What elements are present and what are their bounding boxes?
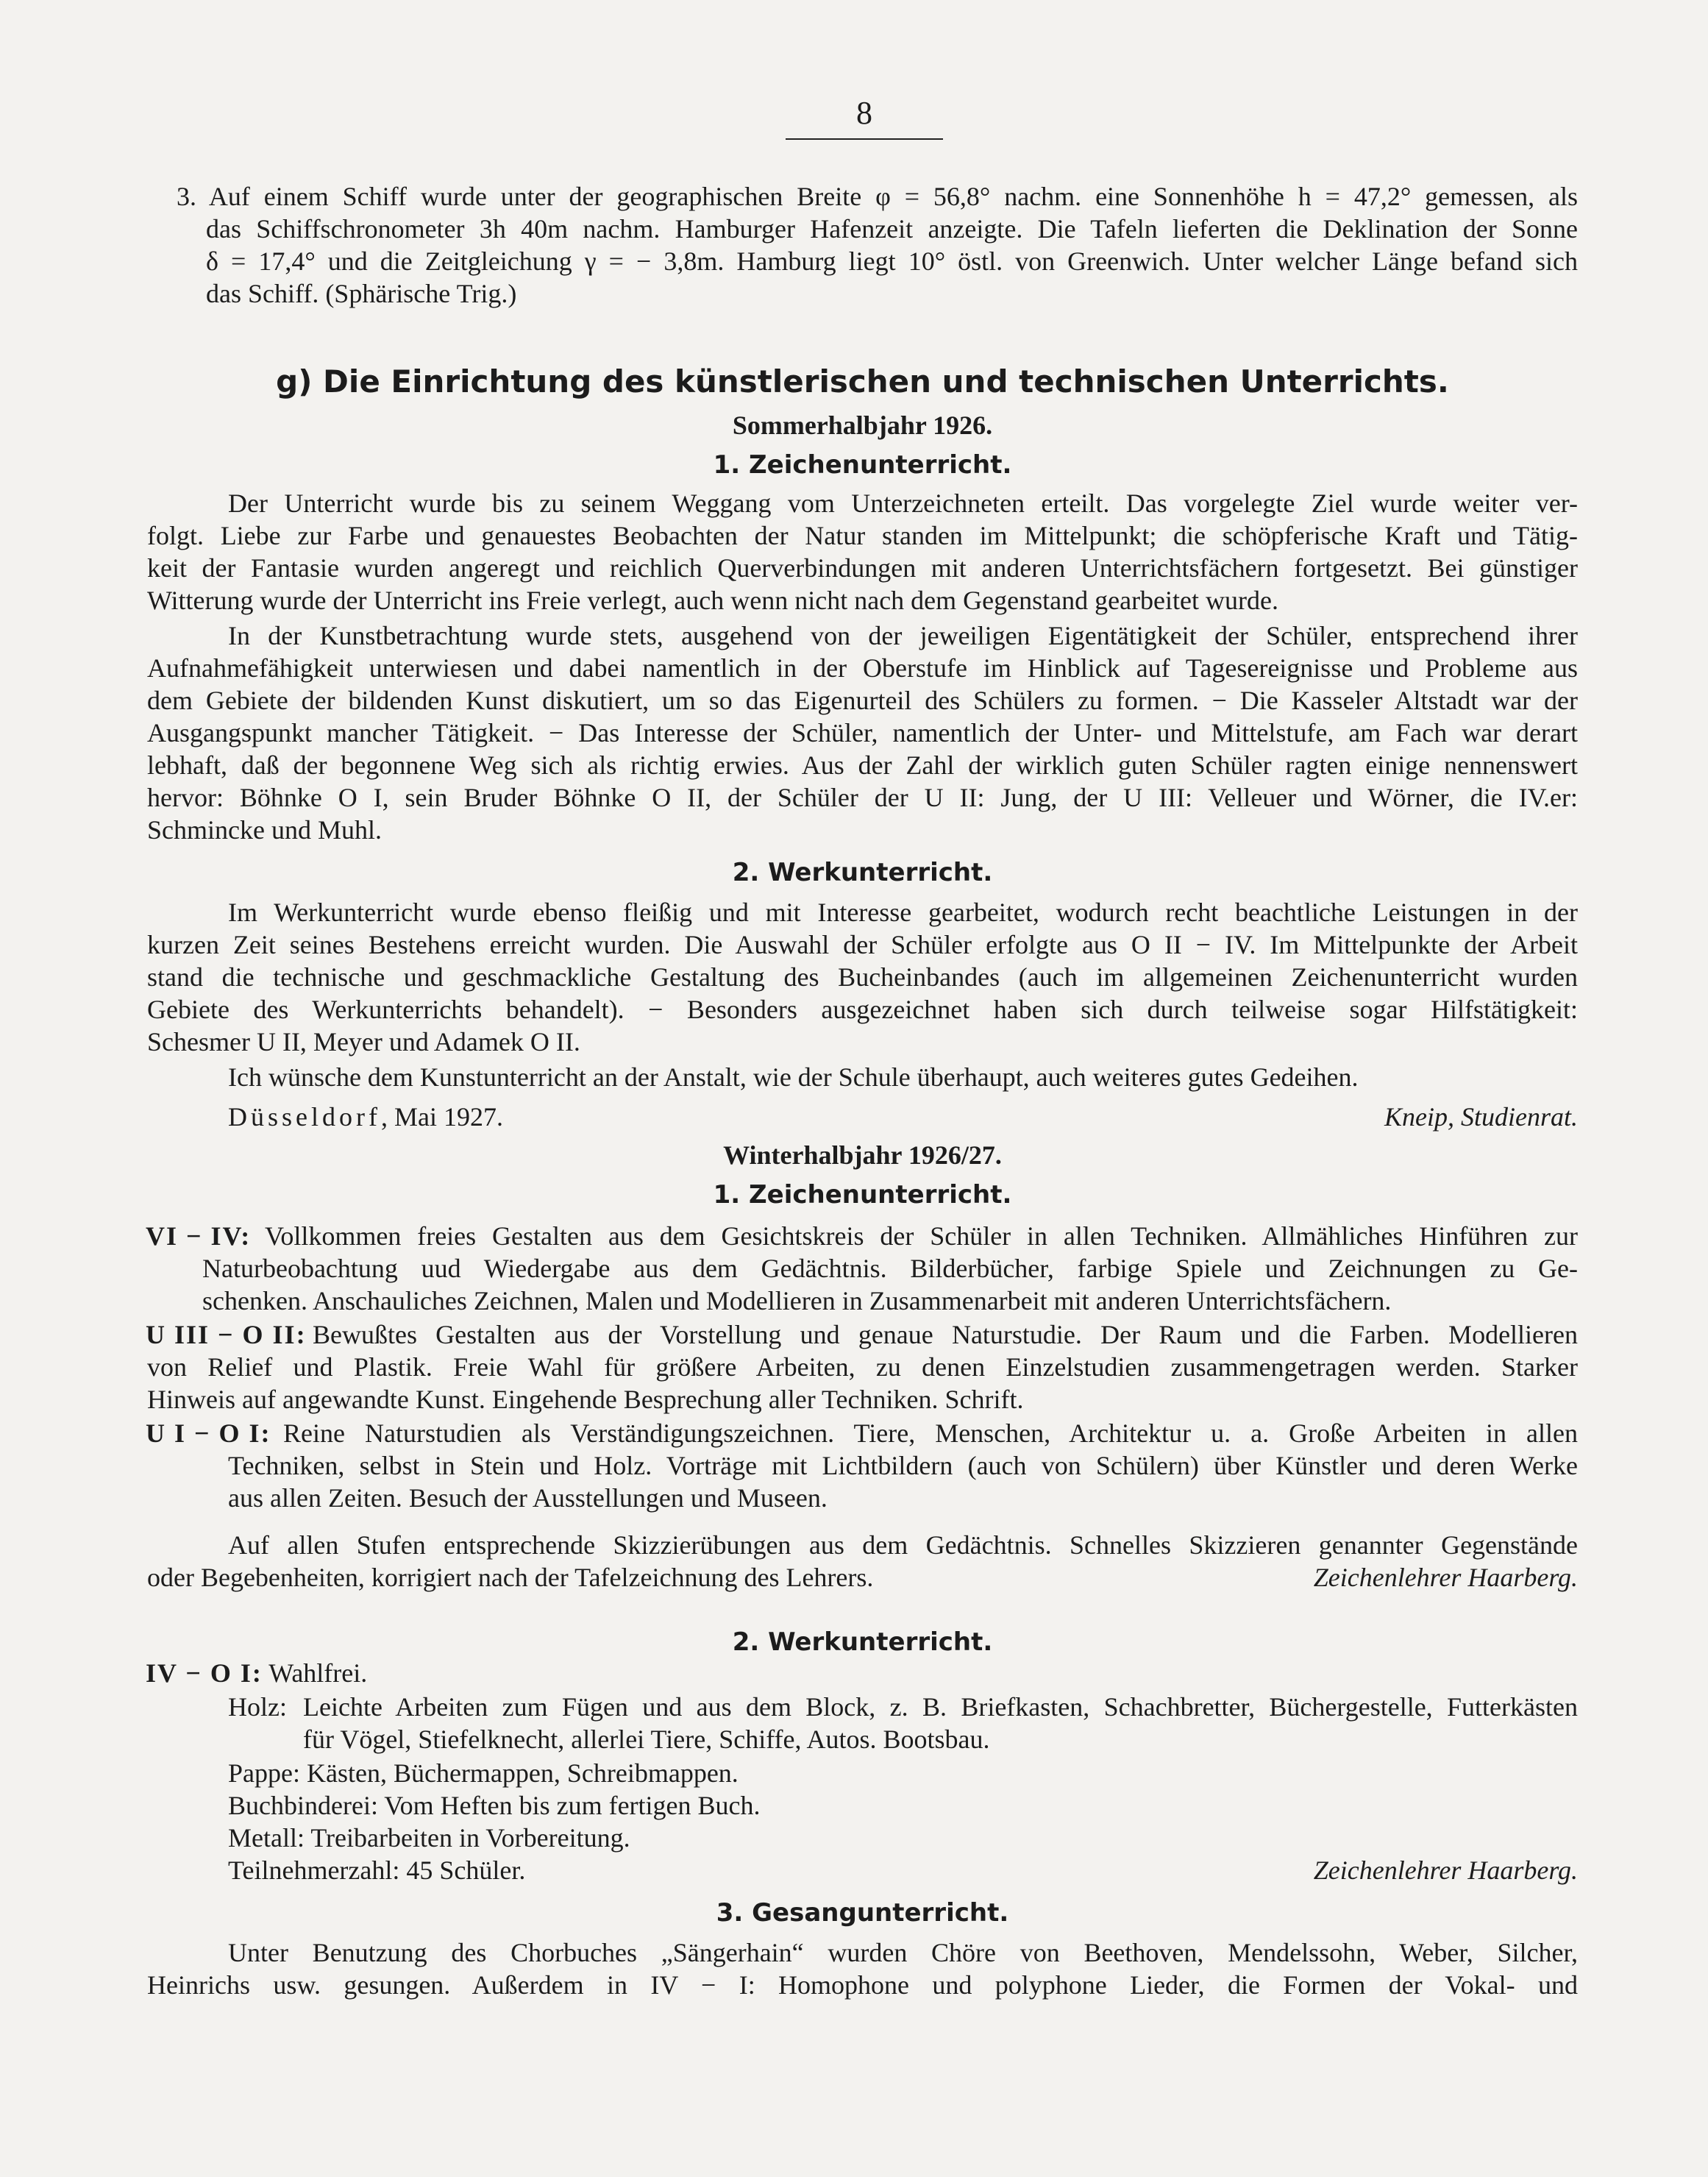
- all-levels-line: Auf allen Stufen entsprechende Skizzierübungen aus dem Gedächtnis. Schnelles Skizzieren genannter Gegenstände: [228, 1530, 1578, 1560]
- holz-line: Leichte Arbeiten zum Fügen und aus dem Block, z. B. Briefkasten, Schachbretter, Büchergestelle, Futterkästen: [303, 1692, 1578, 1722]
- summer-werk-line: Ich wünsche dem Kunstunterricht an der Anstalt, wie der Schule überhaupt, auch weiteres gutes Gedeihen.: [228, 1062, 1359, 1092]
- summer-werk-line: stand die technische und geschmackliche Gestaltung des Bucheinbandes (auch im allgemeinen Zeichenunterricht wurden: [147, 962, 1578, 992]
- vi-iv-line: schenken. Anschauliches Zeichnen, Malen und Modellieren in Zusammenarbeit mit anderen Unterrichtsfächern.: [202, 1286, 1392, 1315]
- summer-drawing-line: Aufnahmefähigkeit unterwiesen und dabei namentlich in der Oberstufe im Hinblick auf Tagesereignisse und Probleme aus: [147, 653, 1578, 683]
- problem3-line-3: δ = 17,4° und die Zeitgleichung γ = − 3,8m. Hamburg liegt 10° östl. von Greenwich. Unter welcher Länge befand sich: [206, 246, 1578, 276]
- signature-line: [228, 1101, 1578, 1133]
- summer-drawing-line: hervor: Böhnke O I, sein Bruder Böhnke O II, der Schüler der U II: Jung, der U III: Velleuer und Wörner, die IV.er:: [147, 783, 1578, 812]
- all-levels-text: oder Begebenheiten, korrigiert nach der Tafelzeichnung des Lehrers.: [147, 1563, 874, 1592]
- label-ui-oi: U I − O I:: [146, 1418, 271, 1448]
- date-text: , Mai 1927.: [380, 1102, 503, 1132]
- section-g-title: g) Die Einrichtung des künstlerischen und technischen Unterrichts.: [276, 363, 1449, 399]
- page-number: 8: [856, 95, 872, 131]
- summer-drawing-line: keit der Fantasie wurden angeregt und reichlich Querverbindungen mit anderen Unterrichtsfächern fortgesetzt. Bei günstiger: [147, 553, 1578, 583]
- summer-werk-heading: 2. Werkunterricht.: [732, 858, 993, 887]
- summer-werk-line: Schesmer U II, Meyer und Adamek O II.: [147, 1027, 580, 1056]
- page-number-rule: [786, 138, 943, 140]
- gesang-heading: 3. Gesangunterricht.: [716, 1898, 1009, 1928]
- iv-oi-text: Wahlfrei.: [268, 1658, 368, 1688]
- haarberg-signature-1: Zeichenlehrer Haarberg.: [1313, 1563, 1578, 1592]
- problem3-line-2: das Schiffschronometer 3h 40m nachm. Hamburger Hafenzeit anzeigte. Die Tafeln lieferten die Deklination der Sonne: [206, 214, 1578, 244]
- uiii-oii-line: Hinweis auf angewandte Kunst. Eingehende Besprechung aller Techniken. Schrift.: [147, 1385, 1024, 1414]
- summer-werk-line: kurzen Zeit seines Bestehens erreicht wurden. Die Auswahl der Schüler erfolgte aus O II − IV. Im Mittelpunkte der Arbeit: [147, 930, 1578, 959]
- ui-oi-line: aus allen Zeiten. Besuch der Ausstellungen und Museen.: [228, 1483, 828, 1513]
- winter-werk-heading: 2. Werkunterricht.: [732, 1627, 993, 1657]
- vi-iv-line: Vollkommen freies Gestalten aus dem Gesichtskreis der Schüler in allen Techniken. Allmähliches Hinführen zur: [265, 1221, 1578, 1251]
- summer-drawing-line: dem Gebiete der bildenden Kunst diskutiert, um so das Eigenurteil des Schülers zu formen. − Die Kasseler Altstadt war der: [147, 686, 1578, 715]
- label-vi-iv: VI − IV:: [146, 1221, 252, 1251]
- holz-line: für Vögel, Stiefelknecht, allerlei Tiere, Schiffe, Autos. Bootsbau.: [303, 1725, 990, 1754]
- summer-drawing-heading: 1. Zeichenunterricht.: [713, 450, 1012, 480]
- ui-oi-line: Reine Naturstudien als Verständigungszeichnen. Tiere, Menschen, Architektur u. a. Große Arbeiten in allen: [283, 1418, 1578, 1448]
- haarberg-signature-2: Zeichenlehrer Haarberg.: [1313, 1855, 1578, 1885]
- label-uiii-oii: U III − O II:: [146, 1320, 307, 1349]
- summer-drawing-line: Witterung wurde der Unterricht ins Freie verlegt, auch wenn nicht nach dem Gegenstand gearbeitet wurde.: [147, 586, 1278, 615]
- summer-drawing-line: Der Unterricht wurde bis zu seinem Weggang vom Unterzeichneten erteilt. Das vorgelegte Ziel wurde weiter ver-: [228, 489, 1578, 518]
- ui-oi-line: Techniken, selbst in Stein und Holz. Vorträge mit Lichtbildern (auch von Schülern) über Künstler und deren Werke: [228, 1451, 1578, 1480]
- label-holz: Holz:: [228, 1692, 287, 1722]
- vi-iv-line: Naturbeobachtung uud Wiedergabe aus dem Gedächtnis. Bilderbücher, farbige Spiele und Zeichnungen zu Ge-: [202, 1254, 1578, 1283]
- winter-heading: Winterhalbjahr 1926/27.: [723, 1140, 1002, 1170]
- winter-drawing-heading: 1. Zeichenunterricht.: [713, 1180, 1012, 1210]
- summer-werk-line: Gebiete des Werkunterrichts behandelt). − Besonders ausgezeichnet haben sich durch teilweise sogar Hilfstätigkeit:: [147, 995, 1578, 1024]
- gesang-line: Unter Benutzung des Chorbuches „Sängerhain“ wurden Chöre von Beethoven, Mendelssohn, Weber, Silcher,: [228, 1938, 1578, 1967]
- teilnehmer-text: Teilnehmerzahl: 45 Schüler.: [228, 1855, 526, 1885]
- summer-drawing-line: In der Kunstbetrachtung wurde stets, ausgehend von der jeweiligen Eigentätigkeit der Schüler, entsprechend ihrer: [228, 621, 1578, 650]
- summer-drawing-line: Ausgangspunkt mancher Tätigkeit. − Das Interesse der Schüler, namentlich der Unter- und Mittelstufe, am Fach war derart: [147, 718, 1578, 747]
- kneip-signature: Kneip, Studienrat.: [1384, 1102, 1578, 1132]
- label-iv-oi: IV − O I:: [146, 1658, 263, 1688]
- problem3-line-1: 3. Auf einem Schiff wurde unter der geographischen Breite φ = 56,8° nachm. eine Sonnenhöhe h = 47,2° gemessen, als: [177, 182, 1578, 211]
- all-levels-line-2: [147, 1561, 1578, 1594]
- gesang-line: Heinrichs usw. gesungen. Außerdem in IV − I: Homophone und polyphone Lieder, die Formen der Vokal- und: [147, 1970, 1578, 2000]
- uiii-oii-line: von Relief und Plastik. Freie Wahl für größere Arbeiten, zu denen Einzelstudien zusammengetragen werden. Starker: [147, 1352, 1578, 1382]
- teilnehmer-line: [228, 1854, 1578, 1886]
- iv-oi-line: [146, 1657, 1576, 1689]
- buchbinderei-line: Buchbinderei: Vom Heften bis zum fertigen Buch.: [228, 1791, 761, 1820]
- summer-heading: Sommerhalbjahr 1926.: [732, 411, 993, 440]
- summer-werk-line: Im Werkunterricht wurde ebenso fleißig und mit Interesse gearbeitet, wodurch recht beachtliche Leistungen in der: [228, 898, 1578, 927]
- summer-drawing-line: lebhaft, daß der begonnene Weg sich als richtig erwies. Aus der Zahl der wirklich guten Schüler ragten einige nennenswert: [147, 750, 1578, 780]
- problem3-line-4: das Schiff. (Sphärische Trig.): [206, 279, 517, 308]
- summer-drawing-line: folgt. Liebe zur Farbe und genauestes Beobachten der Natur standen im Mittelpunkt; die schöpferische Kraft und Tätig-: [147, 521, 1578, 550]
- place-name: Düsseldorf: [228, 1102, 381, 1132]
- summer-drawing-line: Schmincke und Muhl.: [147, 815, 382, 845]
- pappe-line: Pappe: Kästen, Büchermappen, Schreibmappen.: [228, 1758, 739, 1788]
- metall-line: Metall: Treibarbeiten in Vorbereitung.: [228, 1823, 630, 1853]
- uiii-oii-line: Bewußtes Gestalten aus der Vorstellung und genaue Naturstudie. Der Raum und die Farben. Modellieren: [313, 1320, 1578, 1349]
